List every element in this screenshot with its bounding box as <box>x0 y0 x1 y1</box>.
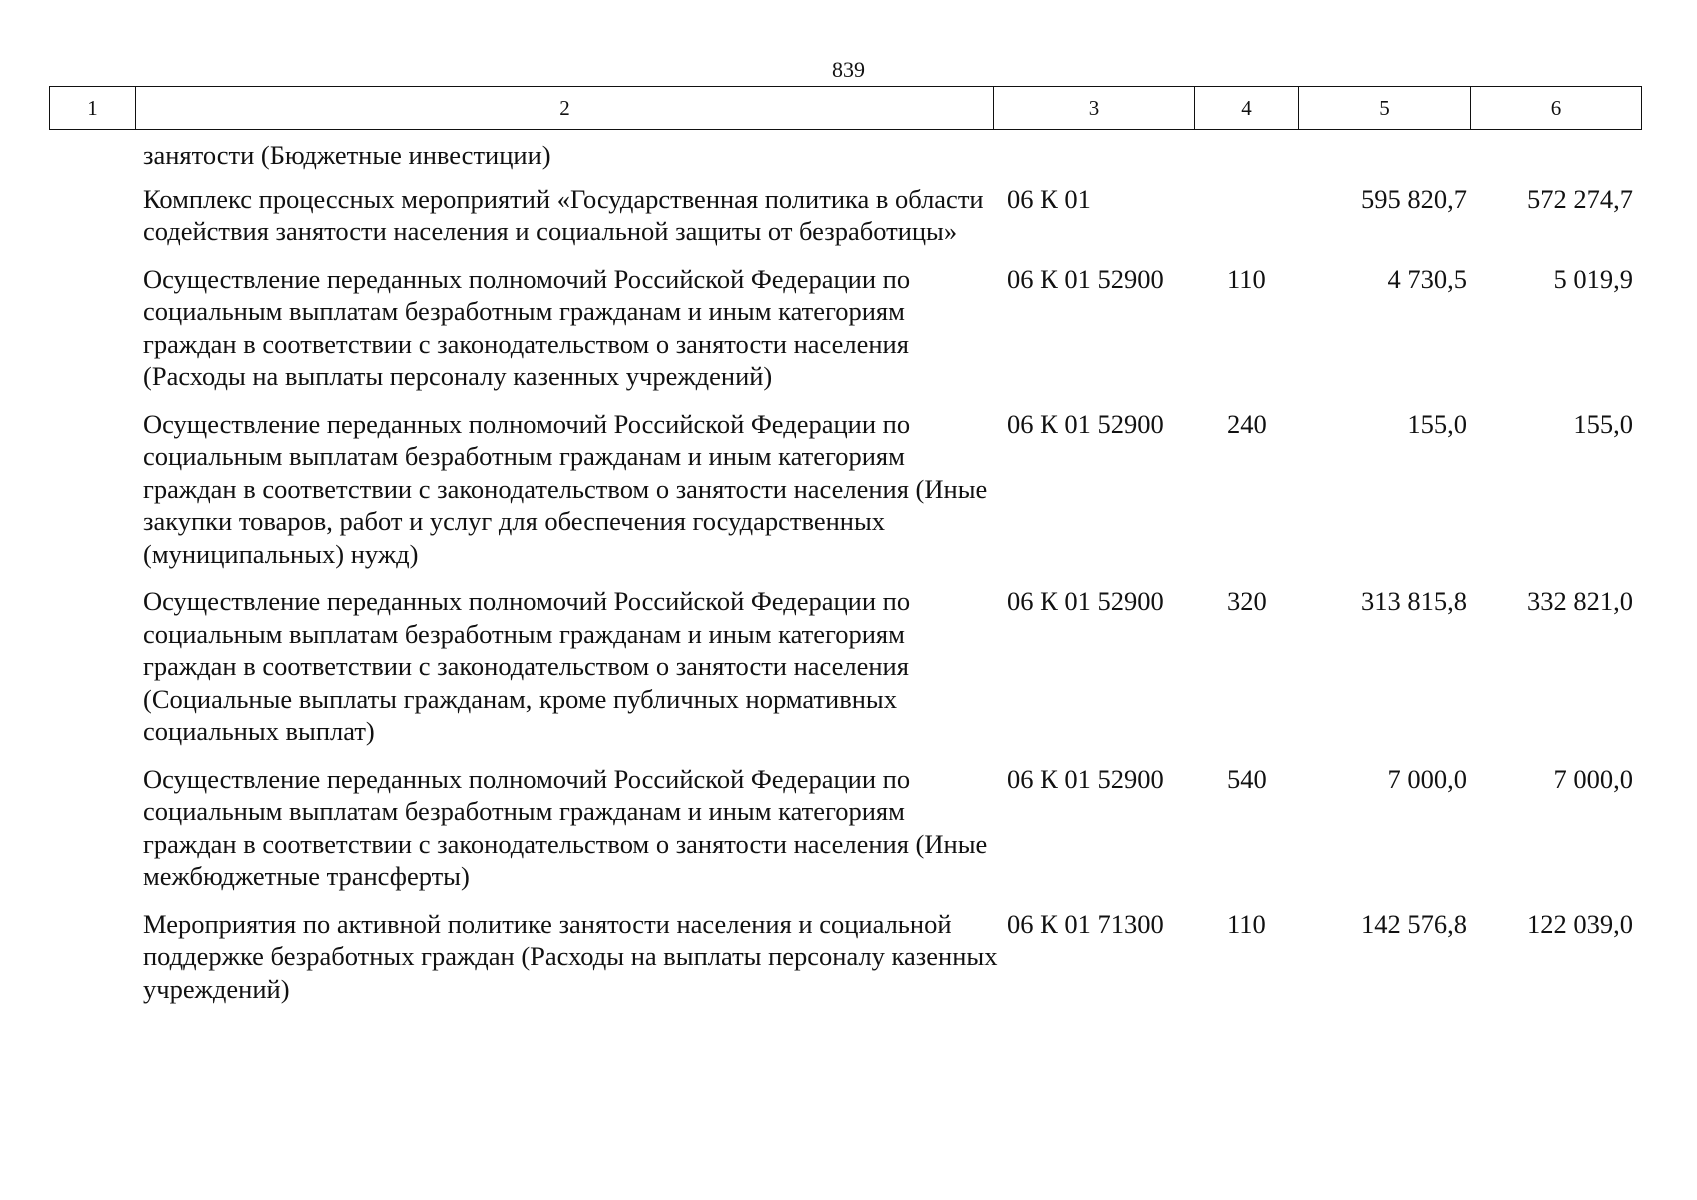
row-code: 06 К 01 52900 <box>1007 408 1164 439</box>
table-row <box>49 139 1641 172</box>
column-header-table <box>49 86 1642 130</box>
row-value-6: 122 039,0 <box>1527 908 1633 939</box>
row-value-5: 4 730,5 <box>1387 263 1467 294</box>
row-type: 540 <box>1227 763 1267 794</box>
column-header-row <box>50 87 1642 130</box>
column-header-5: 5 <box>1299 87 1471 130</box>
row-name: Осуществление переданных полномочий Российской Федерации по социальным выплатам безработным гражданам и иным категориям граждан в соответствии с законодательством о занятости населения (Иные межбюджетные трансферты) <box>143 763 988 891</box>
row-name: занятости (Бюджетные инвестиции) <box>143 140 551 170</box>
row-type: 320 <box>1227 586 1267 616</box>
table-row <box>49 585 1641 748</box>
row-value-6: 5 019,9 <box>1553 263 1633 294</box>
row-code: 06 К 01 <box>1007 183 1091 214</box>
row-type: 240 <box>1227 408 1267 439</box>
column-header-2: 2 <box>136 87 994 130</box>
row-name: Осуществление переданных полномочий Российской Федерации по социальным выплатам безработным гражданам и иным категориям граждан в соответствии с законодательством о занятости населения (Расходы на выплаты персоналу казенных учреждений) <box>143 263 911 391</box>
table-row <box>49 763 1641 893</box>
row-name: Осуществление переданных полномочий Российской Федерации по социальным выплатам безработным гражданам и иным категориям граждан в соответствии с законодательством о занятости населения (Иные закупки товаров, работ и услуг для обеспечения государственных (муниципальных) нужд) <box>143 408 988 569</box>
column-header-1: 1 <box>50 87 136 130</box>
row-value-5: 313 815,8 <box>1361 586 1467 616</box>
table-row <box>49 908 1641 1006</box>
row-code: 06 К 01 52900 <box>1007 763 1164 794</box>
row-value-5: 595 820,7 <box>1361 183 1467 214</box>
row-value-5: 7 000,0 <box>1387 763 1467 794</box>
page-number: 839 <box>832 57 865 82</box>
row-value-6: 7 000,0 <box>1553 763 1633 794</box>
table-row <box>49 183 1641 248</box>
row-code: 06 К 01 52900 <box>1007 586 1164 616</box>
row-value-6: 572 274,7 <box>1527 183 1633 214</box>
row-value-5: 155,0 <box>1407 408 1467 439</box>
row-type: 110 <box>1227 263 1266 294</box>
column-header-6: 6 <box>1471 87 1642 130</box>
table-row <box>49 263 1641 393</box>
row-code: 06 К 01 52900 <box>1007 263 1164 294</box>
row-value-6: 332 821,0 <box>1527 586 1633 616</box>
column-header-3: 3 <box>994 87 1195 130</box>
row-type: 110 <box>1227 908 1266 939</box>
column-header-4: 4 <box>1195 87 1299 130</box>
row-name: Осуществление переданных полномочий Российской Федерации по социальным выплатам безработным гражданам и иным категориям граждан в соответствии с законодательством о занятости населения (Социальные выплаты гражданам, кроме публичных нормативных социальных выплат) <box>143 586 911 746</box>
row-value-6: 155,0 <box>1573 408 1633 439</box>
row-name: Мероприятия по активной политике занятости населения и социальной поддержке безработных граждан (Расходы на выплаты персоналу казенных учреждений) <box>143 908 998 1004</box>
table-body <box>49 139 1641 1020</box>
row-name: Комплекс процессных мероприятий «Государственная политика в области содействия занятости населения и социальной защиты от безработицы» <box>143 183 984 246</box>
row-code: 06 К 01 71300 <box>1007 908 1164 939</box>
row-value-5: 142 576,8 <box>1361 908 1467 939</box>
table-row <box>49 408 1641 571</box>
